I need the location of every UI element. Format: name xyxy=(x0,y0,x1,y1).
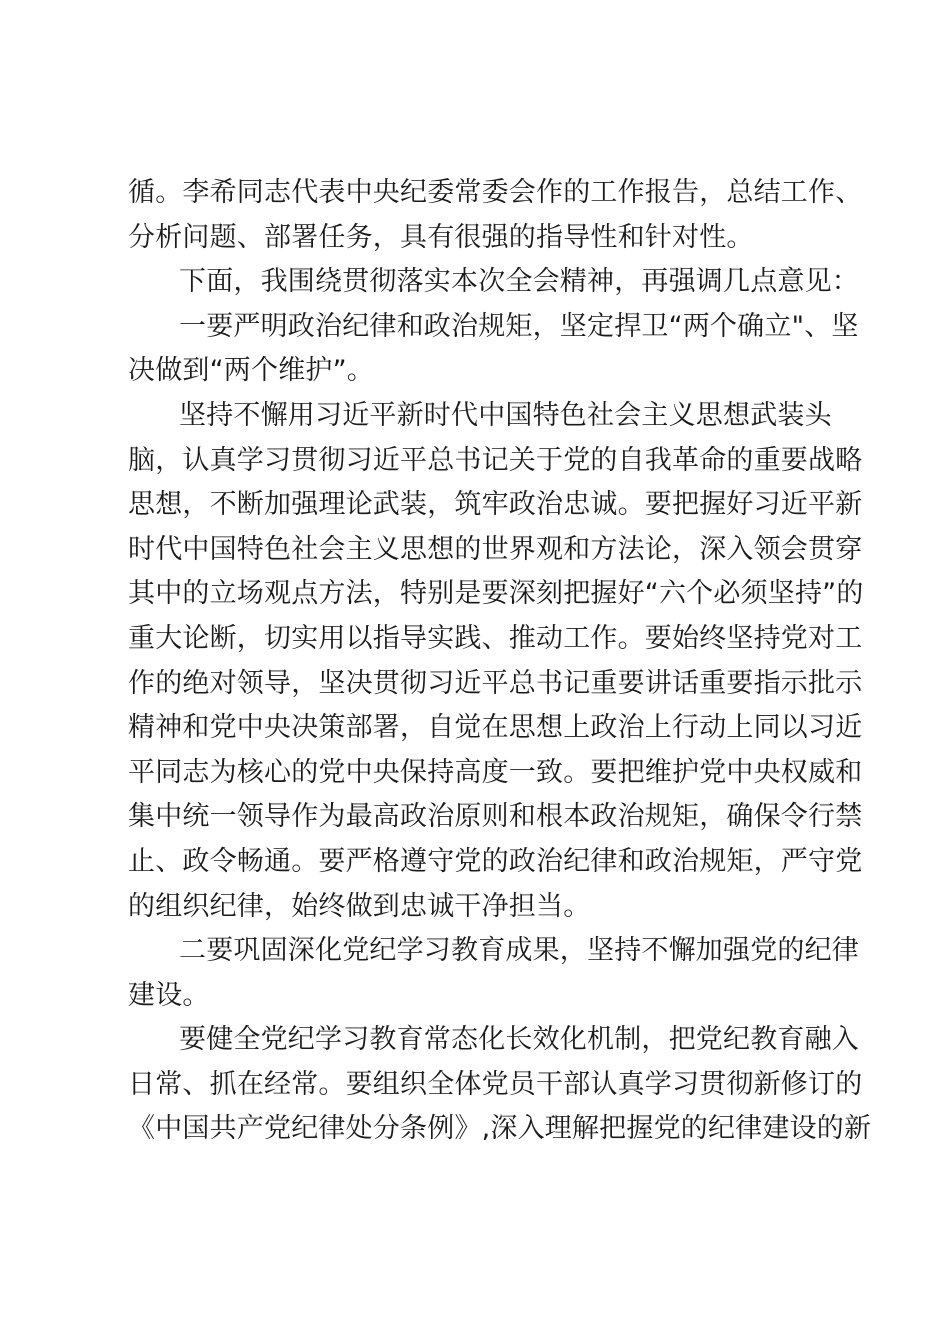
paragraph-line: 坚持不懈用习近平新时代中国特色社会主义思想武装头 xyxy=(179,399,832,431)
paragraph-line: 作的绝对领导，坚决贯彻习近平总书记重要讲话重要指示批示 xyxy=(128,667,863,699)
paragraph-line: 止、政令畅通。要严格遵守党的政治纪律和政治规矩，严守党 xyxy=(128,845,863,877)
paragraph-line: 要健全党纪学习教育常态化长效化机制，把党纪教育融入 xyxy=(179,1024,859,1056)
section-heading-1: 一要严明政治纪律和政治规矩，坚定捍卫“两个确立"、坚 xyxy=(179,310,859,342)
paragraph-line: 的组织纪律，始终做到忠诚干净担当。 xyxy=(128,890,591,922)
paragraph-line: 其中的立场观点方法，特别是要深刻把握好“六个必须坚持”的 xyxy=(128,578,864,610)
text-line: 循。李希同志代表中央纪委常委会作的工作报告，总结工作、 xyxy=(128,177,863,208)
paragraph-intro-line: 下面，我围绕贯彻落实本次全会精神，再强调几点意见： xyxy=(179,266,859,298)
paragraph-line: 时代中国特色社会主义思想的世界观和方法论，深入领会贯穿 xyxy=(128,533,863,565)
paragraph-line: 精神和党中央决策部署，自觉在思想上政治上行动上同以习近 xyxy=(128,712,863,744)
paragraph-line: 集中统一领导作为最高政治原则和根本政治规矩，确保令行禁 xyxy=(128,801,863,833)
paragraph-line: 脑，认真学习贯彻习近平总书记关于党的自我革命的重要战略 xyxy=(128,444,863,476)
section-heading-2-cont: 建设。 xyxy=(128,979,210,1011)
section-heading-2: 二要巩固深化党纪学习教育成果，坚持不懈加强党的纪律 xyxy=(179,935,859,967)
text-line: 分析问题、部署任务，具有很强的指导性和针对性。 xyxy=(128,221,754,253)
paragraph-line: 日常、抓在经常。要组织全体党员干部认真学习贯彻新修订的 xyxy=(128,1068,863,1100)
paragraph-line: 《中国共产党纪律处分条例》,深入理解把握党的纪律建设的新 xyxy=(128,1113,872,1145)
paragraph-line: 思想，不断加强理论武装，筑牢政治忠诚。要把握好习近平新 xyxy=(128,489,863,521)
document-body xyxy=(128,171,872,1152)
paragraph-line: 重大论断，切实用以指导实践、推动工作。要始终坚持党对工 xyxy=(128,622,863,654)
paragraph-line: 平同志为核心的党中央保持高度一致。要把维护党中央权威和 xyxy=(128,756,863,788)
section-heading-1-cont: 决做到“两个维护”。 xyxy=(128,355,374,387)
